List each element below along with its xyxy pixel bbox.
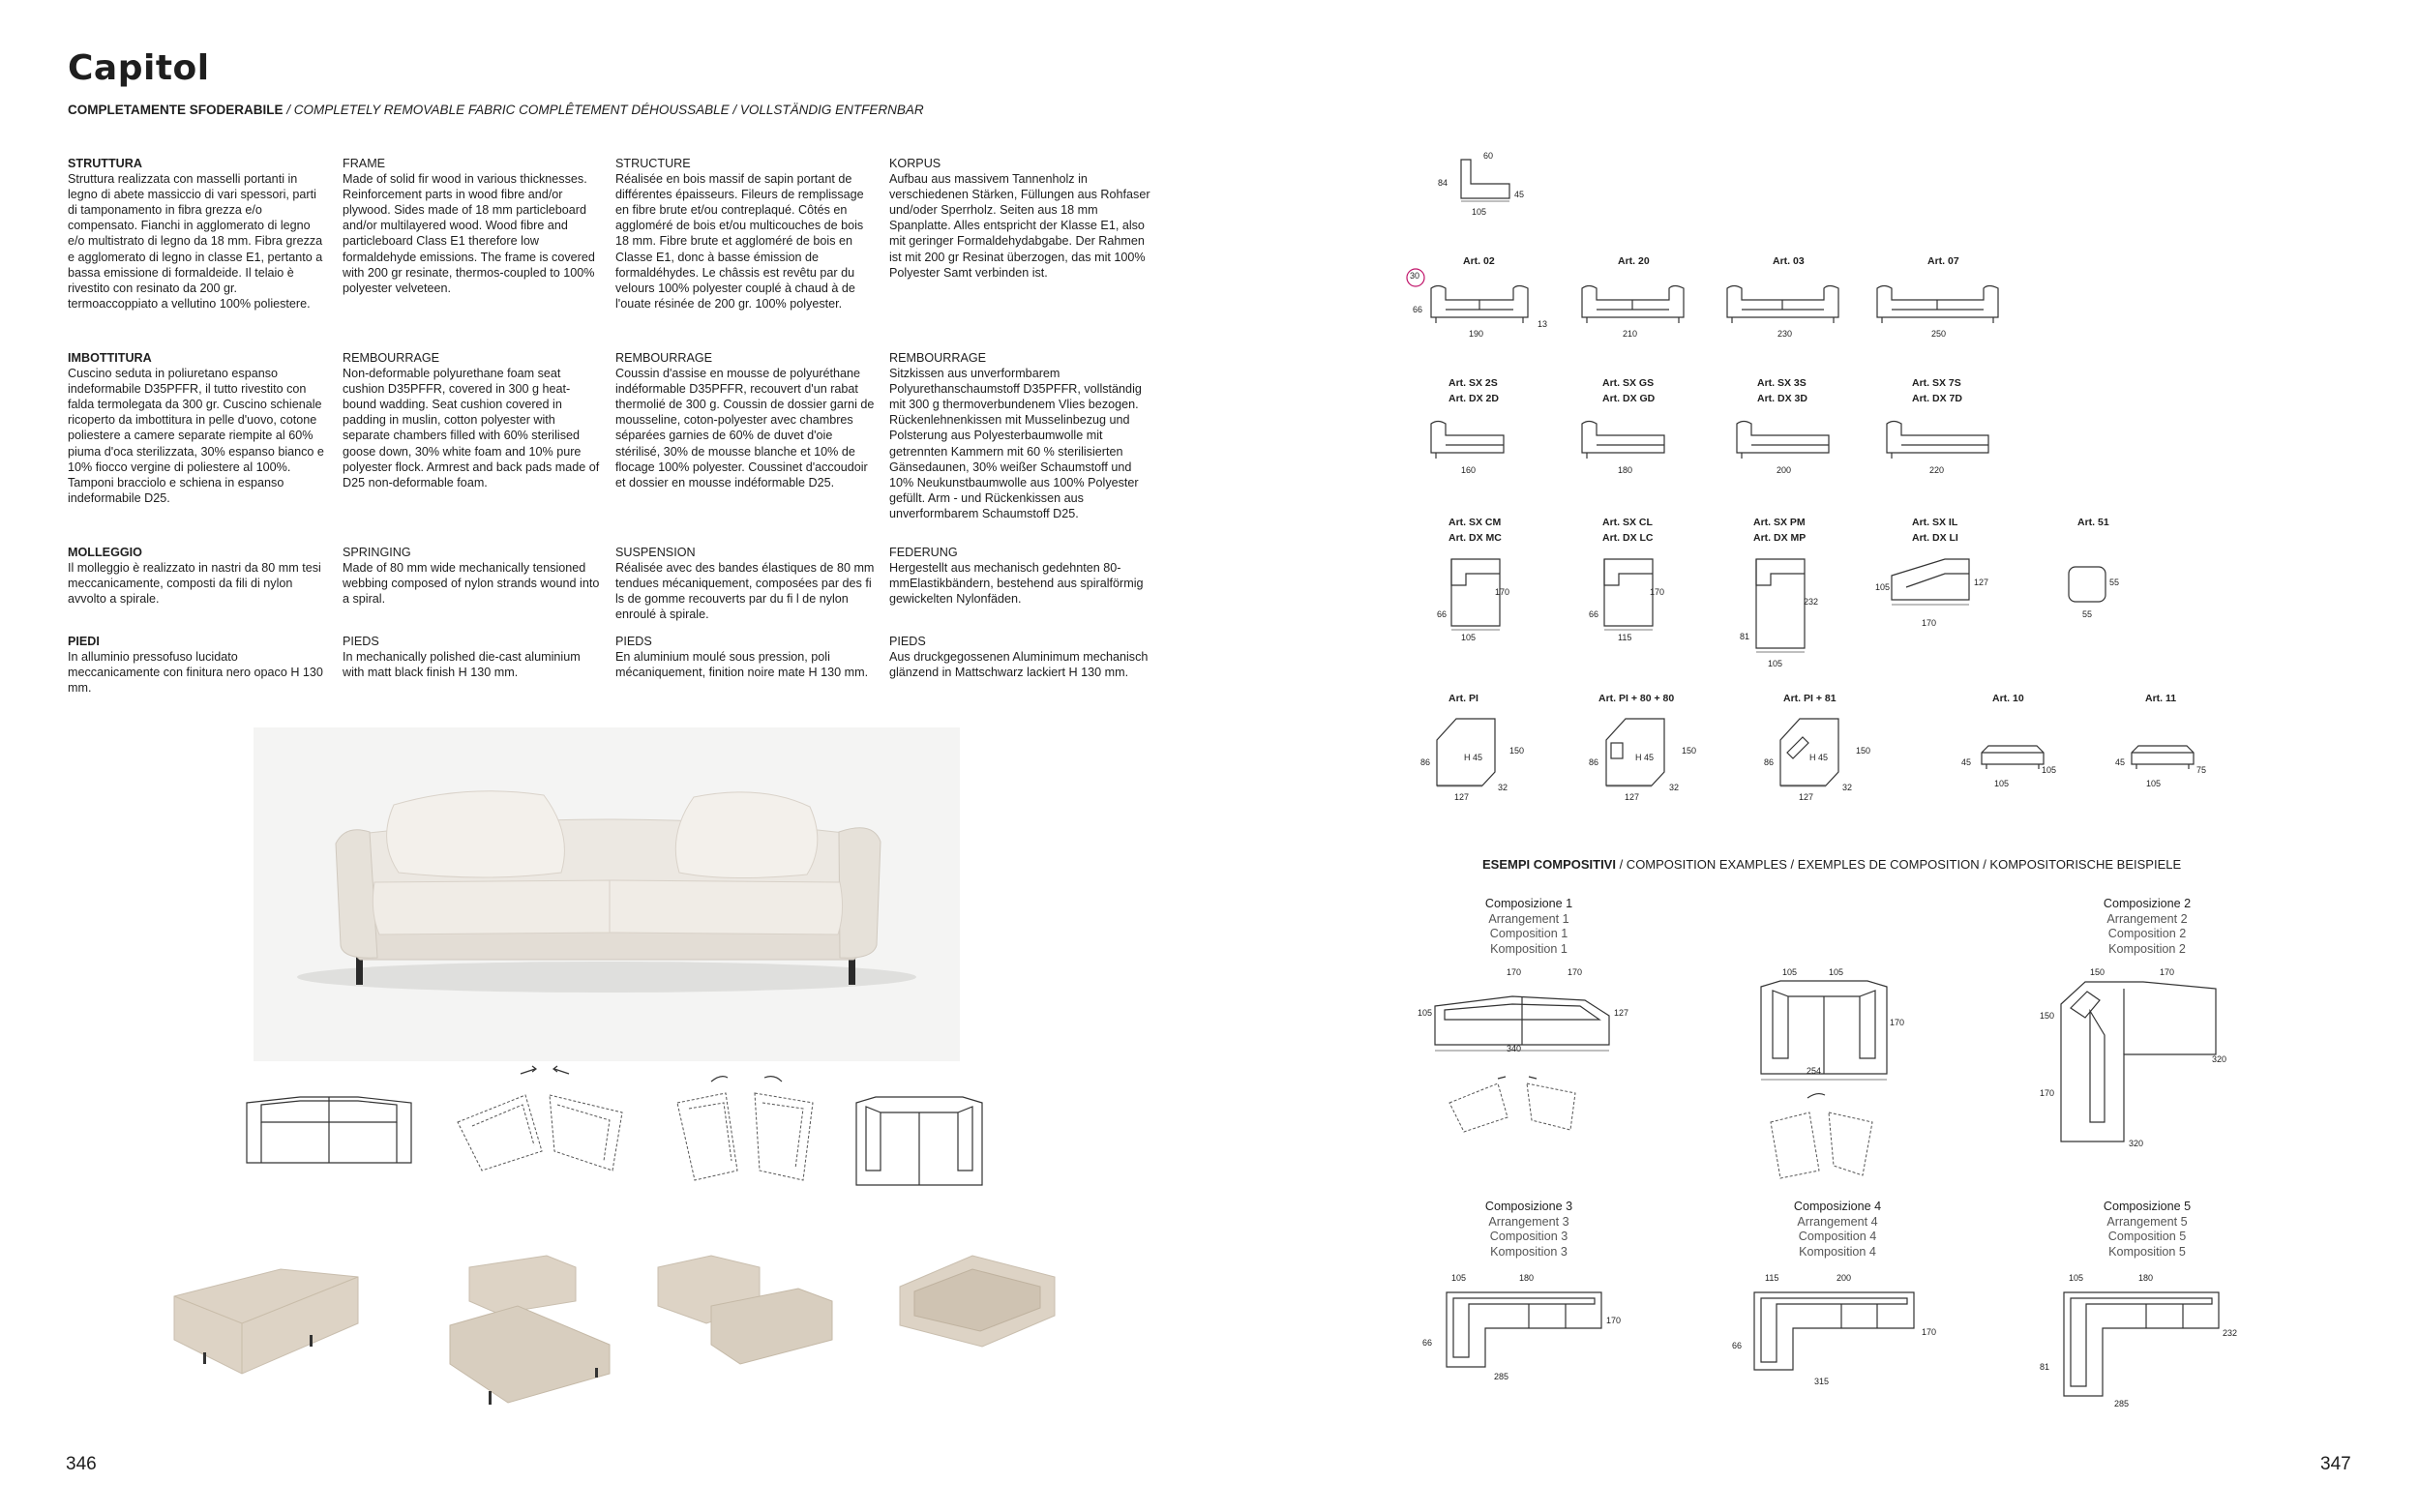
text-column-fr-2	[615, 350, 877, 490]
row3-dim-d-3: 127	[1974, 578, 1989, 587]
art-label-20: Art. 20	[1618, 255, 1650, 267]
row3-dim-w-1: 115	[1618, 633, 1632, 642]
polster-heading: REMBOURRAGE	[889, 351, 987, 365]
art-label-sxcl: Art. SX CL	[1602, 517, 1653, 528]
art-label-pi81: Art. PI + 81	[1783, 693, 1837, 704]
art-label-02: Art. 02	[1463, 255, 1495, 267]
c5-dim-a: 105	[2069, 1273, 2084, 1283]
art-label-03: Art. 03	[1773, 255, 1805, 267]
row1-dim-w-07: 250	[1931, 329, 1947, 339]
comp3-fr: Composition 3	[1489, 1230, 1568, 1243]
row3-dim-h-3: 105	[1875, 582, 1891, 592]
sofa-photo-angled-2	[653, 1248, 837, 1383]
sofa-front-03	[1722, 281, 1843, 325]
c1-dim-r: 127	[1614, 1008, 1629, 1018]
art-label-dxli: Art. DX LI	[1912, 532, 1958, 544]
pieds-heading: PIEDS	[615, 635, 652, 648]
chaise-pm-drawing	[1751, 556, 1809, 655]
composition-3-title	[1432, 1200, 1626, 1260]
art-label-pi: Art. PI	[1448, 693, 1478, 704]
springing-text: Made of 80 mm wide mechanically tensioned webbing composed of nylon strands wound into a spiral.	[343, 561, 600, 607]
feet-heading: PIEDS	[343, 635, 379, 648]
pouf-51-drawing	[2066, 564, 2109, 605]
piedi-heading: PIEDI	[68, 635, 100, 648]
frame-heading: FRAME	[343, 157, 386, 170]
examples-heading	[1482, 857, 2181, 872]
federung-heading: FEDERUNG	[889, 546, 958, 559]
composition-2-drawing	[2056, 977, 2221, 1146]
c1-dim-w: 340	[1507, 1044, 1522, 1053]
text-column-de-3	[889, 545, 1150, 607]
sofa-photo-angled-1	[440, 1248, 624, 1412]
c1-dim-b: 170	[1568, 967, 1583, 977]
subtitle-rest: / COMPLETELY REMOVABLE FABRIC COMPLÊTEMENT DÉHOUSSABLE / VOLLSTÄNDIG ENTFERNBAR	[283, 103, 924, 117]
springing-heading: SPRINGING	[343, 546, 411, 559]
struttura-heading: STRUTTURA	[68, 157, 142, 170]
module-diagram-angled-2	[668, 1064, 832, 1190]
piedi-text: In alluminio pressofuso lucidato meccanicamente con finitura nero opaco H 130 mm.	[68, 650, 323, 696]
sofa-main-photo	[254, 727, 960, 1061]
korpus-heading: KORPUS	[889, 157, 941, 170]
row4-dim-d-4: 75	[2196, 765, 2207, 775]
art-label-sx7s: Art. SX 7S	[1912, 377, 1961, 389]
row4-dim-c-2: H 45	[1809, 753, 1829, 762]
art-label-dx3d: Art. DX 3D	[1757, 393, 1807, 404]
row3-dim-d-2: 232	[1804, 597, 1819, 607]
art-label-sxcm: Art. SX CM	[1448, 517, 1502, 528]
c5-dim-w: 285	[2114, 1399, 2130, 1408]
row3-dim-d-1: 170	[1650, 587, 1665, 597]
row4-dim-w-4: 105	[2146, 779, 2162, 788]
art-label-sxgs: Art. SX GS	[1602, 377, 1655, 389]
c6-dim-r: 170	[1890, 1018, 1905, 1027]
sofa-element-sx2s	[1426, 416, 1508, 460]
row4-dim-d-2: 150	[1856, 746, 1871, 756]
armrest-dim-d: 45	[1514, 190, 1525, 199]
sofa-photo-facing	[895, 1248, 1060, 1354]
text-column-it-4	[68, 634, 329, 696]
c2-dim-w: 320	[2129, 1139, 2144, 1148]
structure-text: Réalisée en bois massif de sapin portant de différentes épaisseurs. Fileurs de remplissage en fibre brute et/ou contreplaqué. Côtés en aggloméré de bois et/ou multicouches de bois 18 mm. Fibre brute et aggloméré de bois en Classe E1, donc à basse émission de formaldéhydes. Le châssis est revêtu par du velours 100% polyester couplé à chaud à de l'ouate résinée de 200 gr. 100% polyester.	[615, 172, 864, 311]
row1-dim-w-02: 190	[1469, 329, 1484, 339]
c4-dim-a: 115	[1765, 1273, 1779, 1283]
row4-dim-h-3: 45	[1961, 757, 1972, 767]
text-column-en	[343, 156, 604, 296]
c5-dim-r: 232	[2223, 1328, 2238, 1338]
c4-dim-w: 315	[1814, 1377, 1830, 1386]
art-label-dxlc: Art. DX LC	[1602, 532, 1654, 544]
sofa-front-02	[1426, 281, 1533, 325]
examples-heading-rest: / COMPOSITION EXAMPLES / EXEMPLES DE COMPOSITION / KOMPOSITORISCHE BEISPIELE	[1615, 857, 2182, 872]
comp3-en: Arrangement 3	[1488, 1214, 1569, 1229]
sofa-element-sx3s	[1732, 416, 1834, 460]
row3-dim-w-3: 170	[1922, 618, 1937, 628]
comp3-de: Komposition 3	[1490, 1244, 1568, 1259]
page-number-right: 347	[2320, 1454, 2351, 1474]
row4-dim-c-0: H 45	[1464, 753, 1483, 762]
c4-dim-h: 66	[1732, 1341, 1743, 1350]
comp4-fr: Composition 4	[1798, 1230, 1877, 1243]
frame-text: Made of solid fir wood in various thicknesses. Reinforcement parts in wood fibre and/or plywood. Sides made of 18 mm particleboard and/or multilayered wood. Wood fibre and particleboard Class E1 therefore low formaldehyde emissions. The frame is covered with 200 gr resinate, thermos-coupled to 100% polyester velveteen.	[343, 172, 595, 295]
row3-dim-w-0: 105	[1461, 633, 1477, 642]
row4-dim-w-3: 105	[1994, 779, 2010, 788]
art-label-dxmp: Art. DX MP	[1753, 532, 1807, 544]
comp4-en: Arrangement 4	[1797, 1214, 1878, 1229]
art-label-sxpm: Art. SX PM	[1753, 517, 1806, 528]
page-title: Capitol	[68, 48, 210, 88]
row3-dim-h-2: 81	[1740, 632, 1750, 641]
imbottitura-text: Cuscino seduta in poliuretano espanso indeformabile D35PFFR, il tutto rivestito con falda termolegata da 300 gr. Cuscino schienale ricoperto da imbottitura in pelle d'uovo, cotone poliestere a camere separate riempite al 60% piuma d'oca sterilizzata, 30% espanso bianco e 10% fiocco vergine di poliestere al 100%. Tamponi bracciolo e schiena in espanso indeformabile D25.	[68, 367, 324, 505]
row3-dim-w-2: 105	[1768, 659, 1783, 668]
row4-dim-h-4: 45	[2115, 757, 2126, 767]
comp1-de: Komposition 1	[1490, 941, 1568, 956]
row4-dim-d-3: 105	[2042, 765, 2057, 775]
composition-2-title	[2050, 897, 2244, 957]
subtitle	[68, 103, 924, 117]
c2-dim-r: 320	[2212, 1054, 2227, 1064]
row2-dim-w-0: 160	[1461, 465, 1477, 475]
row4-dim-x-0: 32	[1498, 783, 1508, 792]
c3-dim-a: 105	[1451, 1273, 1467, 1283]
row1-dim-h: 66	[1413, 305, 1423, 314]
comp2-name: Composizione 2	[2103, 897, 2192, 910]
text-column-it-2	[68, 350, 329, 506]
suspension-heading: SUSPENSION	[615, 546, 696, 559]
text-column-fr-3	[615, 545, 877, 622]
row4-dim-c-1: H 45	[1635, 753, 1655, 762]
row4-dim-h-1: 86	[1589, 757, 1599, 767]
art-label-sx3s: Art. SX 3S	[1757, 377, 1807, 389]
text-column-en-3	[343, 545, 604, 607]
row4-dim-w-2: 127	[1799, 792, 1814, 802]
c5-dim-h: 81	[2040, 1362, 2050, 1372]
composition-middle-drawing	[1751, 977, 1896, 1180]
row4-dim-h-0: 86	[1420, 757, 1431, 767]
composition-1-drawing	[1430, 977, 1614, 1132]
sofa-photo-straight	[164, 1248, 368, 1393]
c6-dim-a: 105	[1782, 967, 1798, 977]
row3-dim-d-4: 55	[2082, 609, 2093, 619]
row4-dim-d-0: 150	[1509, 746, 1525, 756]
composition-4-title	[1741, 1200, 1934, 1260]
c4-dim-b: 200	[1837, 1273, 1852, 1283]
c2-dim-a: 150	[2090, 967, 2105, 977]
comp5-de: Komposition 5	[2108, 1244, 2186, 1259]
row2-dim-w-2: 200	[1777, 465, 1792, 475]
text-column-de-2	[889, 350, 1150, 521]
art-label-dxgd: Art. DX GD	[1602, 393, 1656, 404]
text-column-en-4	[343, 634, 604, 680]
sofa-element-sxgs	[1577, 416, 1669, 460]
art-label-sx2s: Art. SX 2S	[1448, 377, 1498, 389]
korpus-text: Aufbau aus massivem Tannenholz in verschiedenen Stärken, Füllungen aus Rohfaser und/oder Sperrholz. Seiten aus 18 mm Spanplatte. Alles entspricht der Klasse E1, also mit geringer Formaldehydabgabe. Der Rahmen ist mit 200 gr Resinat überzogen, das mit 100% Polyester Samt verbinden ist.	[889, 172, 1150, 280]
row4-dim-x-1: 32	[1669, 783, 1680, 792]
text-column-de-4	[889, 634, 1150, 680]
comp5-fr: Composition 5	[2107, 1230, 2187, 1243]
art-label-10: Art. 10	[1992, 693, 2024, 704]
art-label-51: Art. 51	[2077, 517, 2109, 528]
text-column-fr-4	[615, 634, 877, 680]
module-diagram-angled-1	[453, 1064, 637, 1180]
sofa-front-20	[1577, 281, 1688, 325]
composition-5-title	[2050, 1200, 2244, 1260]
comp2-en: Arrangement 2	[2106, 911, 2188, 926]
structure-heading: STRUCTURE	[615, 157, 691, 170]
text-column-de	[889, 156, 1150, 281]
c2-dim-b: 170	[2160, 967, 2175, 977]
row4-dim-w-0: 127	[1454, 792, 1470, 802]
subtitle-bold: COMPLETAMENTE SFODERABILE	[68, 103, 284, 117]
polster-text: Sitzkissen aus unverformbarem Polyurethanschaumstoff D35PFFR, vollständig mit 300 g thermoverbundenem Vlies bezogen. Rückenlehnenkissen mit Musselinbezug und Polsterung aus Polyesterbaumwolle mit getrennten Kammern mit 60 % sterilisierten Gänsedaunen, 30% weißer Schaumstoff und 10% Neukunstbaumwolle aus 100% Polyester gefüllt. Arm - und Rückenkissen aus unverformbarem Schaumstoff D25.	[889, 367, 1142, 520]
row2-dim-w-1: 180	[1618, 465, 1633, 475]
comp2-fr: Composition 2	[2107, 927, 2187, 940]
rembourrage-text: Coussin d'assise en mousse de polyuréthane indéformable D35PFFR, recouvert d'un rabat thermolié de 300 g. Coussin de dossier garni de mousseline, coton-polyester avec chambres séparées garnies de 60% de duvet d'oie stérilisé, 30% de mousse blanche et 10% de flocage 100% polyester. Coussinet d'accoudoir et dossier en mousse indéformable D25.	[615, 367, 875, 489]
row4-dim-x-2: 32	[1842, 783, 1853, 792]
row3-dim-h-0: 66	[1437, 609, 1448, 619]
armrest-profile-drawing	[1451, 155, 1519, 203]
art-label-07: Art. 07	[1927, 255, 1959, 267]
composition-3-drawing	[1442, 1285, 1606, 1372]
ottoman-11-drawing	[2129, 743, 2196, 772]
sofa-element-sx7s	[1882, 416, 1993, 460]
padding-text: Non-deformable polyurethane foam seat cushion D35PFFR, covered in 300 g heat-bound wadding. Seat cushion covered in padding in muslin, cotton polyester with separate chambers filled with 60% sterilised goose down, 30% white foam and 10% pure polyester flock. Armrest and back pads made of D25 non-deformable foam.	[343, 367, 600, 489]
federung-text: Hergestellt aus mechanisch gedehnten 80-mmElastikbändern, bestehend aus spiralförmig gewickelten Nylonfäden.	[889, 561, 1144, 607]
art-label-dx7d: Art. DX 7D	[1912, 393, 1962, 404]
molleggio-text: Il molleggio è realizzato in nastri da 80 mm tesi meccanicamente, composti da fili di nylon avvolto a spirale.	[68, 561, 321, 607]
comp1-fr: Composition 1	[1489, 927, 1568, 940]
c6-dim-w: 254	[1807, 1066, 1822, 1076]
text-column-fr	[615, 156, 877, 311]
row4-dim-w-1: 127	[1625, 792, 1640, 802]
chaise-cl-drawing	[1599, 556, 1657, 634]
c1-dim-a: 170	[1507, 967, 1522, 977]
c1-dim-l: 105	[1418, 1008, 1433, 1018]
module-diagram-straight	[242, 1093, 416, 1171]
comp5-en: Arrangement 5	[2106, 1214, 2188, 1229]
comp5-name: Composizione 5	[2103, 1200, 2192, 1213]
composition-4-drawing	[1749, 1285, 1919, 1377]
armrest-dim-h: 84	[1438, 178, 1448, 188]
c2-dim-h: 170	[2040, 1088, 2055, 1098]
row3-dim-d-0: 170	[1495, 587, 1510, 597]
row3-dim-h-4: 55	[2109, 578, 2120, 587]
c5-dim-b: 180	[2138, 1273, 2154, 1283]
module-diagram-facing	[851, 1093, 987, 1190]
art-label-dxmc: Art. DX MC	[1448, 532, 1502, 544]
art-label-dx2d: Art. DX 2D	[1448, 393, 1499, 404]
art-label-pi8080: Art. PI + 80 + 80	[1598, 693, 1675, 704]
marker-value: 30	[1410, 271, 1420, 281]
c4-dim-r: 170	[1922, 1327, 1937, 1337]
c3-dim-b: 180	[1519, 1273, 1535, 1283]
sofa-front-07	[1872, 281, 2003, 325]
comp1-name: Composizione 1	[1484, 897, 1573, 910]
art-label-sxil: Art. SX IL	[1912, 517, 1958, 528]
rembourrage-heading: REMBOURRAGE	[615, 351, 713, 365]
imbottitura-heading: IMBOTTITURA	[68, 351, 152, 365]
text-column-it	[68, 156, 329, 311]
row1-dim-w-20: 210	[1623, 329, 1638, 339]
row1-dim-w-03: 230	[1777, 329, 1793, 339]
comp1-en: Arrangement 1	[1488, 911, 1569, 926]
examples-heading-bold: ESEMPI COMPOSITIVI	[1482, 857, 1616, 872]
comp4-name: Composizione 4	[1793, 1200, 1882, 1213]
comp4-de: Komposition 4	[1799, 1244, 1876, 1259]
padding-heading: REMBOURRAGE	[343, 351, 440, 365]
comp2-de: Komposition 2	[2108, 941, 2186, 956]
pieds-text: En aluminium moulé sous pression, poli mécaniquement, finition noire mate H 130 mm.	[615, 650, 869, 680]
row3-dim-h-1: 66	[1589, 609, 1599, 619]
text-column-it-3	[68, 545, 329, 607]
row4-dim-h-2: 86	[1764, 757, 1775, 767]
suspension-text: Réalisée avec des bandes élastiques de 80 mm tendues mécaniquement, composées par des fi ls de gomme recouverts par du fi l de nylon enroulé à spirale.	[615, 561, 875, 622]
ottoman-10-drawing	[1979, 743, 2046, 772]
row2-dim-w-3: 220	[1929, 465, 1945, 475]
art-label-11: Art. 11	[2145, 693, 2177, 704]
c3-dim-h: 66	[1422, 1338, 1433, 1348]
fuesse-text: Aus druckgegossenen Aluminimum mechanisch glänzend in Mattschwarz lackiert H 130 mm.	[889, 650, 1149, 680]
armrest-dim-b: 105	[1472, 207, 1487, 217]
page-number-left: 346	[66, 1454, 97, 1474]
struttura-text: Struttura realizzata con masselli portanti in legno di abete massiccio di vari spessori, parti di tamponamento in fibra grezza e/o compensato. Fianchi in agglomerato di legno e/o multistrato di legno da 18 mm. Fibra grezza e agglomerato di legno in classe E1, pertanto a bassa emissione di formaldeide. Il telaio è rivestito con resinato da 200 gr. termoaccoppiato a vellutino 100% poliestere.	[68, 172, 323, 311]
armrest-dim-w: 60	[1483, 151, 1494, 161]
c2-dim-l: 150	[2040, 1011, 2055, 1021]
row1-dim-leg: 13	[1538, 319, 1548, 329]
molleggio-heading: MOLLEGGIO	[68, 546, 142, 559]
c6-dim-b: 105	[1829, 967, 1844, 977]
c3-dim-w: 285	[1494, 1372, 1509, 1381]
comp3-name: Composizione 3	[1484, 1200, 1573, 1213]
fuesse-heading: PIEDS	[889, 635, 926, 648]
c3-dim-r: 170	[1606, 1316, 1622, 1325]
composition-1-title	[1432, 897, 1626, 957]
text-column-en-2	[343, 350, 604, 490]
feet-text: In mechanically polished die-cast aluminium with matt black finish H 130 mm.	[343, 650, 581, 680]
row4-dim-d-1: 150	[1682, 746, 1697, 756]
composition-5-drawing	[2059, 1285, 2224, 1401]
island-il-drawing	[1887, 556, 1974, 614]
